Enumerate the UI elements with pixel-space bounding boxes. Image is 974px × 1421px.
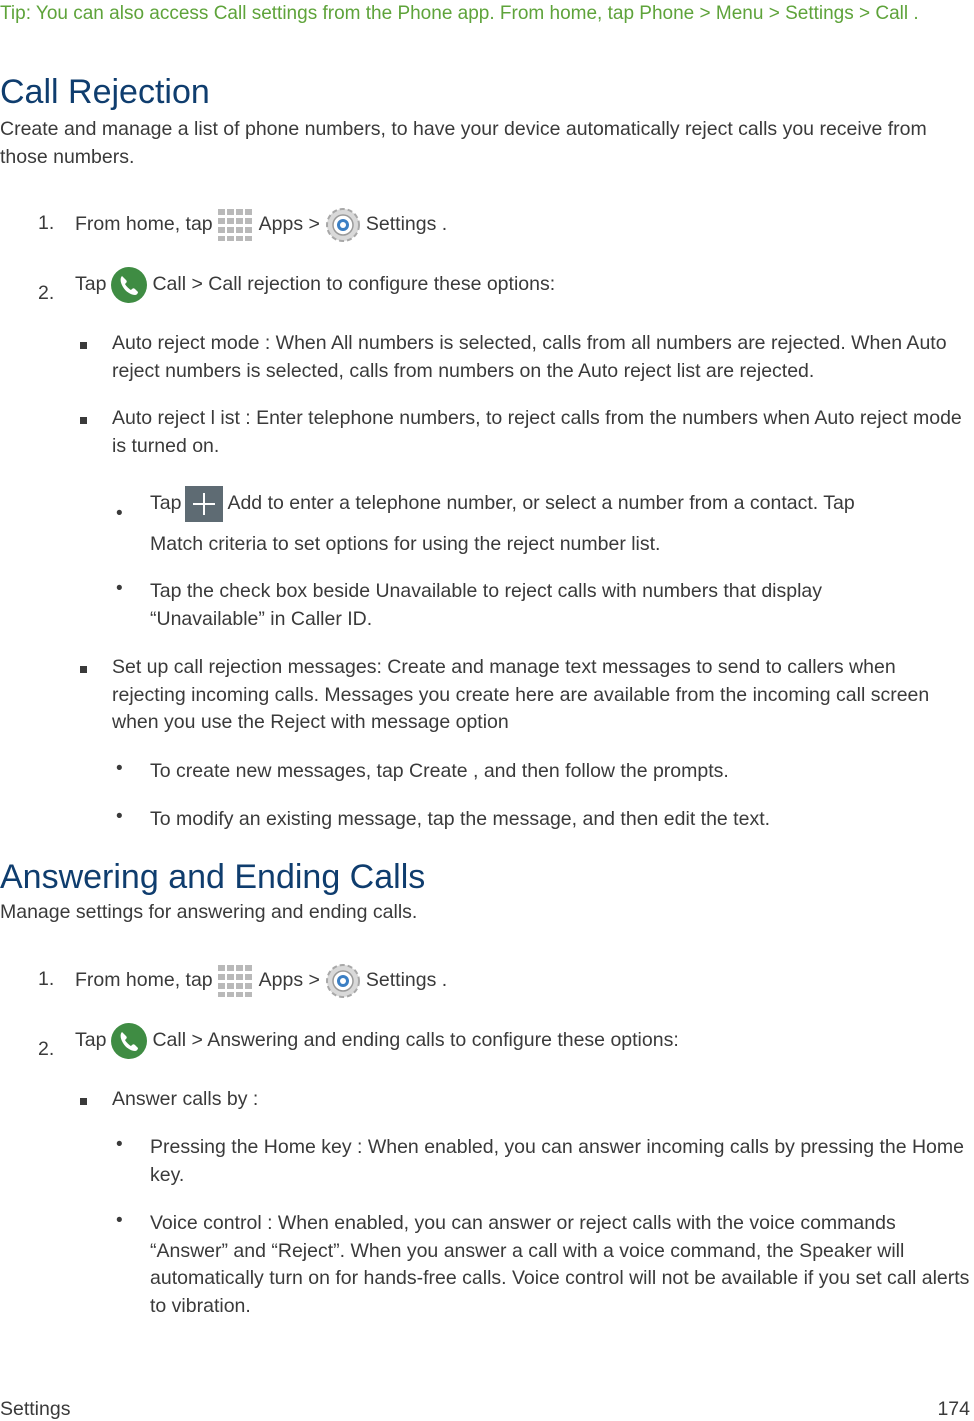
- step-text: Tap: [75, 1029, 107, 1052]
- step-number: 2.: [38, 282, 55, 304]
- answering-step1: [75, 962, 447, 1000]
- bullet-dot: •: [116, 503, 123, 524]
- add-plus-icon: [185, 486, 223, 522]
- step-text: Tap: [75, 273, 107, 296]
- settings-label: Settings .: [365, 213, 448, 236]
- add-number-line: [150, 486, 855, 522]
- apps-label: Apps >: [258, 969, 320, 992]
- bullet-square: [80, 666, 87, 673]
- call-rejection-step1: [75, 206, 447, 244]
- apps-grid-icon: [217, 208, 255, 242]
- bullet-square: [80, 342, 87, 349]
- settings-label: Settings .: [365, 969, 448, 992]
- bullet-dot: •: [116, 806, 123, 827]
- bullet-square: [80, 417, 87, 424]
- step-number: 1.: [38, 212, 55, 234]
- voice-control-text: Voice control : When enabled, you can answer or reject calls with the voice commands “Answer” and “Reject”. When you answer a call with a voice command, the Speaker will automatically turn on for hands-free calls. Voice control will not be available if you set call alerts to vibration.: [150, 1212, 970, 1317]
- call-rejection-intro: Create and manage a list of phone numbers, to have your device automatically reject calls you receive from those numbers.: [0, 118, 927, 168]
- unavailable-text: Tap the check box beside Unavailable to reject calls with numbers that display “Unavailable” in Caller ID.: [150, 580, 823, 630]
- bullet-dot: •: [116, 1210, 123, 1231]
- answering-intro: Manage settings for answering and ending calls.: [0, 901, 418, 923]
- bullet-square: [80, 1098, 87, 1105]
- answer-calls-by-text: Answer calls by :: [112, 1088, 259, 1110]
- step-number: 2.: [38, 1038, 55, 1060]
- home-key-text: Pressing the Home key : When enabled, you can answer incoming calls by pressing the Home key.: [150, 1136, 964, 1186]
- rejection-messages-text: Set up call rejection messages: Create and manage text messages to send to callers when rejecting incoming calls. Messages you create here are available from the incoming call screen when you use the Reject with message option: [112, 656, 930, 733]
- apps-grid-icon: [217, 964, 255, 998]
- bullet-dot: •: [116, 1134, 123, 1155]
- step-text: From home, tap: [75, 213, 213, 236]
- heading-call-rejection: Call Rejection: [0, 73, 210, 111]
- apps-label: Apps >: [258, 213, 320, 236]
- bullet-dot: •: [116, 758, 123, 779]
- step-text: From home, tap: [75, 969, 213, 992]
- phone-call-icon: [110, 266, 148, 304]
- add-text: Add to enter a telephone number, or select a number from a contact. Tap: [227, 492, 855, 515]
- footer-section: Settings: [0, 1398, 71, 1420]
- heading-answering-ending: Answering and Ending Calls: [0, 858, 426, 896]
- step2-text: Call > Answering and ending calls to configure these options:: [152, 1029, 679, 1052]
- phone-call-icon: [110, 1022, 148, 1060]
- create-messages-text: To create new messages, tap Create , and then follow the prompts.: [150, 760, 729, 782]
- call-rejection-step2: [75, 266, 555, 304]
- page-number: 174: [937, 1398, 970, 1420]
- answering-step2: [75, 1022, 679, 1060]
- tip-text: Tip: You can also access Call settings from the Phone app. From home, tap Phone > Menu > Settings > Call .: [0, 3, 919, 24]
- settings-gear-icon: [324, 206, 362, 244]
- match-criteria-text: Match criteria to set options for using the reject number list.: [150, 533, 661, 555]
- bullet-dot: •: [116, 578, 123, 599]
- settings-gear-icon: [324, 962, 362, 1000]
- sub-text: Tap: [150, 492, 182, 515]
- step2-text: Call > Call rejection to configure these options:: [152, 273, 556, 296]
- auto-reject-mode-text: Auto reject mode : When All numbers is selected, calls from all numbers are rejected. When Auto reject numbers is selected, calls from numbers on the Auto reject list are rejected.: [112, 332, 947, 382]
- modify-messages-text: To modify an existing message, tap the message, and then edit the text.: [150, 808, 771, 830]
- auto-reject-list-text: Auto reject l ist : Enter telephone numbers, to reject calls from the numbers when Auto reject mode is turned on.: [112, 407, 962, 457]
- step-number: 1.: [38, 968, 55, 990]
